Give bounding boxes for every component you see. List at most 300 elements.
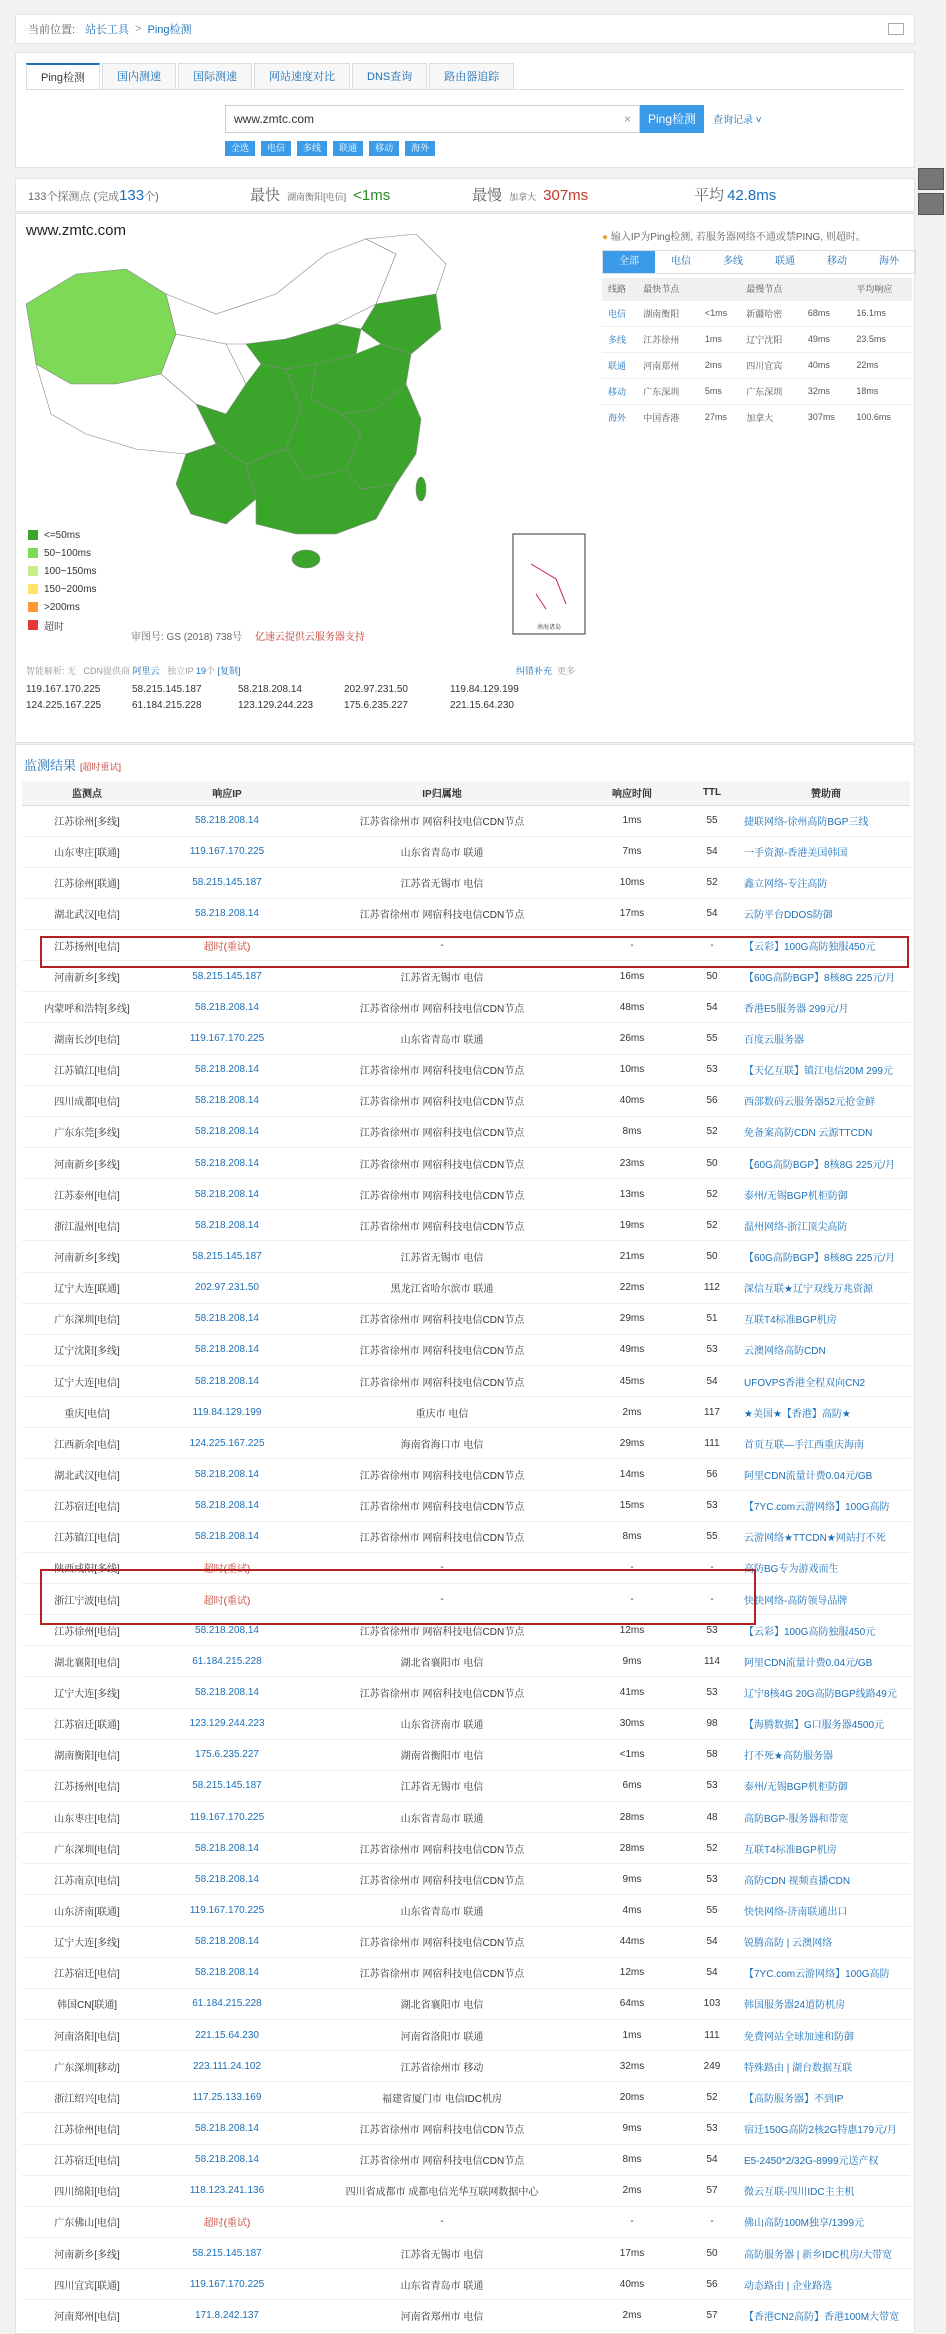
node-cell: 江苏徐州[多线] (22, 805, 152, 836)
carrier-cell: 湖南衡阳 (637, 300, 699, 326)
ip-cell[interactable]: 58.218.208.14 (152, 1148, 302, 1179)
sponsor-cell[interactable]: ★美国★【香港】高防★ (742, 1397, 910, 1428)
ttl-cell: 98 (682, 1708, 742, 1739)
table-row (22, 1179, 910, 1210)
search-panel (15, 52, 915, 168)
time-cell: 23ms (582, 1148, 682, 1179)
location-cell: - (302, 1552, 582, 1583)
legend-swatch (28, 530, 38, 540)
time-cell: 40ms (582, 2269, 682, 2300)
node-cell: 广东深圳[电信] (22, 1833, 152, 1864)
sponsor-cell[interactable]: 云游网络★TTCDN★网站打不死 (742, 1521, 910, 1552)
sponsor-cell[interactable]: 高防BGP-服务器和带宽 (742, 1802, 910, 1833)
node-cell: 辽宁大连[多线] (22, 1926, 152, 1957)
sponsor-cell[interactable]: 韩国服务器24道防机房 (742, 1988, 910, 2019)
sponsor-cell[interactable]: 高防CDN 视频直播CDN (742, 1864, 910, 1895)
time-cell: - (582, 930, 682, 961)
ip-cell[interactable]: 58.215.145.187 (152, 867, 302, 898)
sponsor-cell[interactable]: 百度云服务器 (742, 1023, 910, 1054)
breadcrumb-separator: > (135, 23, 142, 35)
sponsor-cell[interactable]: 泰州/无锡BGP机柜防御 (742, 1770, 910, 1801)
ip-cell[interactable]: 58.218.208.14 (152, 1085, 302, 1116)
node-cell: 河南新乡[多线] (22, 961, 152, 992)
ttl-cell: 249 (682, 2051, 742, 2082)
table-row (22, 1241, 910, 1272)
location-cell: 江苏省无锡市 电信 (302, 961, 582, 992)
ip-cell[interactable]: 超时(重试) (152, 1552, 302, 1583)
stat-slowest (472, 179, 588, 213)
sponsor-cell[interactable]: 【香港CN2高防】香港100M大带宽 (742, 2300, 910, 2331)
search-input[interactable] (225, 105, 640, 133)
stat-nodes (28, 179, 159, 213)
sponsor-cell[interactable]: 特殊路由 | 湖台数据互联 (742, 2051, 910, 2082)
filter-multiline[interactable]: 多线 (297, 141, 327, 156)
ip-cell[interactable]: 175.6.235.227 (152, 1739, 302, 1770)
completed-label: (完成 (93, 191, 120, 203)
sponsor-cell[interactable]: 高防服务器 | 新乡IDC机房/大带宽 (742, 2237, 910, 2268)
ip-cell[interactable]: 58.215.145.187 (152, 1770, 302, 1801)
table-row (22, 1833, 910, 1864)
map-approval: 审图号: GS (2018) 738号 (131, 632, 243, 643)
table-row (22, 1708, 910, 1739)
sponsor-cell[interactable]: 西部数码云服务器52元抢金鲜 (742, 1085, 910, 1116)
carrier-cell: 32ms (802, 378, 850, 404)
node-cell: 辽宁沈阳[多线] (22, 1334, 152, 1365)
ip-cell[interactable]: 58.218.208.14 (152, 1490, 302, 1521)
node-cell: 江西新余[电信] (22, 1428, 152, 1459)
filter-telecom[interactable]: 电信 (261, 141, 291, 156)
ip-cell[interactable]: 119.167.170.225 (152, 2269, 302, 2300)
carrier-row (602, 352, 912, 378)
location-cell: 江苏省徐州市 移动 (302, 2051, 582, 2082)
sponsor-cell[interactable]: 【高防服务器】不到IP (742, 2082, 910, 2113)
ip-cell[interactable]: 202.97.231.50 (152, 1272, 302, 1303)
filter-overseas[interactable]: 海外 (405, 141, 435, 156)
carrier-tip-text: 输入IP为Ping检测, 若服务器网络不通或禁PING, 则超时。 (610, 232, 866, 243)
ip-cell[interactable]: 58.218.208.14 (152, 1116, 302, 1147)
carrier-tab-unicom[interactable]: 联通 (775, 256, 795, 267)
location-cell: 江苏省徐州市 网宿科技电信CDN节点 (302, 1459, 582, 1490)
ip-item: 202.97.231.50 (344, 684, 408, 695)
location-cell: 山东省青岛市 联通 (302, 1895, 582, 1926)
inset-label: 南海诸岛 (536, 625, 562, 631)
table-row (22, 2206, 910, 2237)
time-cell: 16ms (582, 961, 682, 992)
table-row (22, 867, 910, 898)
sponsor-cell[interactable]: 阿里CDN流量计费0.04元/GB (742, 1646, 910, 1677)
location-cell: - (302, 1584, 582, 1615)
time-cell: 8ms (582, 1116, 682, 1147)
legend-label: 超时 (44, 621, 64, 633)
ip-item: 124.225.167.225 (26, 700, 102, 711)
ip-cell[interactable]: 58.218.208.14 (152, 1303, 302, 1334)
location-cell: 江苏省徐州市 网宿科技电信CDN节点 (302, 805, 582, 836)
breadcrumb-link-tools[interactable]: 站长工具 (85, 24, 130, 36)
ip-cell[interactable]: 61.184.215.228 (152, 1646, 302, 1677)
table-row (22, 1428, 910, 1459)
sponsor-cell[interactable]: 深信互联★辽宁双线万兆资源 (742, 1272, 910, 1303)
location-cell: 江苏省徐州市 网宿科技电信CDN节点 (302, 1054, 582, 1085)
more-link[interactable]: 更多 (557, 666, 576, 676)
tab-domestic-speed[interactable]: 国内测速 (102, 63, 176, 89)
ip-cell[interactable]: 61.184.215.228 (152, 1988, 302, 2019)
history-dropdown[interactable] (713, 111, 762, 126)
table-row (22, 2237, 910, 2268)
ip-cell[interactable]: 58.218.208.14 (152, 898, 302, 929)
time-cell: 28ms (582, 1802, 682, 1833)
ttl-cell: 53 (682, 1490, 742, 1521)
node-cell: 辽宁大连[多线] (22, 1677, 152, 1708)
sponsor-cell[interactable]: 温州网络-浙江顶尖高防 (742, 1210, 910, 1241)
ip-cell[interactable]: 58.218.208.14 (152, 805, 302, 836)
sponsor-cell[interactable]: 【60G高防BGP】8核8G 225元/月 (742, 1241, 910, 1272)
table-row (22, 1085, 910, 1116)
node-cell: 广东深圳[电信] (22, 1303, 152, 1334)
time-cell: 13ms (582, 1179, 682, 1210)
ip-cell[interactable]: 超时(重试) (152, 930, 302, 961)
node-cell: 江苏南京[电信] (22, 1864, 152, 1895)
location-cell: 江苏省徐州市 网宿科技电信CDN节点 (302, 1179, 582, 1210)
table-row (22, 805, 910, 836)
sponsor-cell[interactable]: UFOVPS香港全程双向CN2 (742, 1366, 910, 1397)
ip-cell[interactable]: 58.218.208.14 (152, 1521, 302, 1552)
sponsor-cell[interactable]: 泰州/无锡BGP机柜防御 (742, 1179, 910, 1210)
completed-suffix: 个) (144, 191, 159, 203)
results-table (22, 781, 910, 2331)
ttl-cell: 57 (682, 2300, 742, 2331)
tab-intl-speed[interactable]: 国际测速 (178, 63, 252, 89)
ip-cell[interactable]: 58.218.208.14 (152, 1957, 302, 1988)
copy-button[interactable]: [复制] (217, 666, 241, 676)
location-cell: 山东省济南市 联通 (302, 1708, 582, 1739)
ip-cell[interactable]: 58.218.208.14 (152, 1459, 302, 1490)
table-row (22, 1770, 910, 1801)
time-cell: 26ms (582, 1023, 682, 1054)
time-cell: 45ms (582, 1366, 682, 1397)
node-cell: 河南新乡[多线] (22, 1241, 152, 1272)
sponsor-cell[interactable]: 高防BG专为游戏而生 (742, 1552, 910, 1583)
settings-icon[interactable] (888, 23, 904, 35)
node-cell: 广东东莞[多线] (22, 1116, 152, 1147)
time-cell: 1ms (582, 805, 682, 836)
ttl-cell: 52 (682, 1116, 742, 1147)
time-cell: 40ms (582, 1085, 682, 1116)
stat-fastest (250, 179, 390, 213)
carrier-row (602, 300, 912, 326)
time-cell: 29ms (582, 1303, 682, 1334)
ip-cell[interactable]: 119.167.170.225 (152, 1802, 302, 1833)
cdn-provider: 阿里云 (132, 666, 160, 676)
table-row (22, 1334, 910, 1365)
sponsor-cell[interactable]: 宿迁150G高防2核2G特惠179元/月 (742, 2113, 910, 2144)
south-sea-inset (513, 534, 585, 634)
carrier-tab-mobile[interactable]: 移动 (827, 256, 847, 267)
time-cell: 32ms (582, 2051, 682, 2082)
results-header-cell: 监测点 (22, 781, 152, 805)
ip-cell[interactable]: 58.218.208.14 (152, 1833, 302, 1864)
legend-item (28, 616, 97, 634)
ip-cell[interactable]: 223.111.24.102 (152, 2051, 302, 2082)
sponsor-cell[interactable]: 云防平台DDOS防御 (742, 898, 910, 929)
location-cell: 江苏省徐州市 网宿科技电信CDN节点 (302, 992, 582, 1023)
ip-cell[interactable]: 119.84.129.199 (152, 1397, 302, 1428)
time-cell: 12ms (582, 1615, 682, 1646)
carrier-filters (225, 141, 441, 156)
node-cell: 江苏徐州[联通] (22, 867, 152, 898)
fastest-node: 湖南衡阳[电信] (287, 192, 347, 202)
highlight-box (40, 1569, 756, 1625)
carrier-cell: 100.6ms (850, 404, 912, 430)
node-cell: 四川成都[电信] (22, 1085, 152, 1116)
map-ad-link[interactable]: 亿速云提供云服务器支持 (254, 632, 365, 643)
ip-cell[interactable]: 171.8.242.137 (152, 2300, 302, 2331)
sponsor-cell[interactable]: E5-2450*2/32G-8999元送产权 (742, 2144, 910, 2175)
sponsor-cell[interactable]: 【7YC.com云游网络】100G高防 (742, 1957, 910, 1988)
table-row (22, 1988, 910, 2019)
ip-cell[interactable]: 58.218.208.14 (152, 1179, 302, 1210)
time-cell: 64ms (582, 1988, 682, 2019)
sponsor-cell[interactable]: 微云互联-四川IDC主主机 (742, 2175, 910, 2206)
region-taiwan (416, 477, 426, 501)
sponsor-cell[interactable]: 快快网络-高防领导品牌 (742, 1584, 910, 1615)
time-cell: 6ms (582, 1770, 682, 1801)
ip-cell[interactable]: 58.215.145.187 (152, 961, 302, 992)
node-cell: 湖南长沙[电信] (22, 1023, 152, 1054)
time-cell: - (582, 2206, 682, 2237)
node-cell: 湖北武汉[电信] (22, 1459, 152, 1490)
table-row (22, 1303, 910, 1334)
time-cell: 10ms (582, 1054, 682, 1085)
ip-cell[interactable]: 117.25.133.169 (152, 2082, 302, 2113)
carrier-cell: 广东深圳 (740, 378, 802, 404)
ip-cell[interactable]: 119.167.170.225 (152, 836, 302, 867)
ip-cell[interactable]: 123.129.244.223 (152, 1708, 302, 1739)
node-cell: 江苏扬州[电信] (22, 1770, 152, 1801)
carrier-cell: 40ms (802, 352, 850, 378)
ip-row (26, 684, 586, 700)
table-row (22, 1397, 910, 1428)
node-cell: 广东深圳[移动] (22, 2051, 152, 2082)
ip-count-unit: 个 (205, 666, 215, 676)
ip-cell[interactable]: 58.218.208.14 (152, 1366, 302, 1397)
feedback-link[interactable]: 纠错补充 (516, 666, 553, 676)
carrier-cell: 49ms (802, 326, 850, 352)
sponsor-cell[interactable]: 【60G高防BGP】8核8G 225元/月 (742, 1148, 910, 1179)
ip-cell[interactable]: 118.123.241.136 (152, 2175, 302, 2206)
clear-icon[interactable]: × (623, 112, 631, 126)
time-cell: 21ms (582, 1241, 682, 1272)
sponsor-cell[interactable]: 【60G高防BGP】8核8G 225元/月 (742, 961, 910, 992)
location-cell: - (302, 2206, 582, 2237)
sponsor-cell[interactable]: 免费网站全球加速和防御 (742, 2019, 910, 2050)
legend-item (28, 526, 97, 544)
time-cell: 22ms (582, 1272, 682, 1303)
sponsor-cell[interactable]: 打不死★高防服务器 (742, 1739, 910, 1770)
ttl-cell: 54 (682, 836, 742, 867)
time-cell: 48ms (582, 992, 682, 1023)
ip-cell[interactable]: 119.167.170.225 (152, 1895, 302, 1926)
filter-all[interactable]: 全选 (225, 141, 255, 156)
ip-cell[interactable]: 58.218.208.14 (152, 992, 302, 1023)
ip-cell[interactable]: 58.218.208.14 (152, 1677, 302, 1708)
node-cell: 江苏宿迁[电信] (22, 2144, 152, 2175)
sponsor-cell[interactable]: 鑫立网络-专注高防 (742, 867, 910, 898)
table-row (22, 2300, 910, 2331)
search-input-value: www.zmtc.com (234, 112, 315, 126)
tab-dns[interactable]: DNS查询 (352, 63, 427, 89)
ttl-cell: 51 (682, 1303, 742, 1334)
ip-cell[interactable]: 221.15.64.230 (152, 2019, 302, 2050)
node-cell: 韩国CN[联通] (22, 1988, 152, 2019)
ip-cell[interactable]: 58.218.208.14 (152, 2144, 302, 2175)
chat-icon[interactable] (918, 168, 944, 190)
time-cell: 1ms (582, 2019, 682, 2050)
sponsor-cell[interactable]: 云澳网络高防CDN (742, 1334, 910, 1365)
ip-cell[interactable]: 58.218.208.14 (152, 1615, 302, 1646)
table-row (22, 1739, 910, 1770)
qrcode-icon[interactable] (918, 193, 944, 215)
ip-cell[interactable]: 58.215.145.187 (152, 1241, 302, 1272)
results-header-cell: TTL (682, 781, 742, 805)
carrier-cell: 江苏徐州 (637, 326, 699, 352)
sponsor-cell[interactable]: 佛山高防100M独享/1399元 (742, 2206, 910, 2237)
carrier-table (602, 278, 912, 430)
ip-cell[interactable]: 58.218.208.14 (152, 1210, 302, 1241)
ip-cell[interactable]: 124.225.167.225 (152, 1428, 302, 1459)
node-cell: 江苏扬州[电信] (22, 930, 152, 961)
sponsor-cell[interactable]: 【云彩】100G高防独服450元 (742, 930, 910, 961)
ttl-cell: 112 (682, 1272, 742, 1303)
filter-unicom[interactable]: 联通 (333, 141, 363, 156)
ttl-cell: 54 (682, 1366, 742, 1397)
carrier-cell: 68ms (802, 300, 850, 326)
sponsor-cell[interactable]: 香港E5服务器 299元/月 (742, 992, 910, 1023)
sponsor-cell[interactable]: 一手资源-香港美国韩国 (742, 836, 910, 867)
legend-label: 50~100ms (44, 547, 91, 559)
ip-list (26, 684, 586, 716)
slowest-node: 加拿大 (509, 192, 537, 202)
ip-item: 221.15.64.230 (450, 700, 514, 711)
carrier-tab-overseas[interactable]: 海外 (879, 256, 899, 267)
carrier-header-cell: 最慢节点 (740, 278, 802, 300)
ip-cell[interactable]: 超时(重试) (152, 1584, 302, 1615)
fastest-label: 最快 (250, 187, 281, 204)
table-row (22, 836, 910, 867)
table-row (22, 1459, 910, 1490)
ip-cell[interactable]: 58.218.208.14 (152, 1054, 302, 1085)
carrier-cell: 辽宁沈阳 (740, 326, 802, 352)
time-cell: 2ms (582, 1397, 682, 1428)
carrier-cell: 移动 (602, 378, 637, 404)
ip-cell[interactable]: 58.218.208.14 (152, 2113, 302, 2144)
table-row (22, 1490, 910, 1521)
location-cell: 江苏省徐州市 网宿科技电信CDN节点 (302, 1334, 582, 1365)
node-cell: 重庆[电信] (22, 1397, 152, 1428)
carrier-row (602, 404, 912, 430)
carrier-cell: 16.1ms (850, 300, 912, 326)
sponsor-cell[interactable]: 辽宁8核4G 20G高防BGP线路49元 (742, 1677, 910, 1708)
ip-item: 61.184.215.228 (132, 700, 202, 711)
time-cell: 9ms (582, 2113, 682, 2144)
tab-speed-compare[interactable]: 网站速度对比 (254, 63, 350, 89)
ip-cell[interactable]: 58.215.145.187 (152, 2237, 302, 2268)
filter-mobile[interactable]: 移动 (369, 141, 399, 156)
ip-cell[interactable]: 58.218.208.14 (152, 1334, 302, 1365)
table-row (22, 1023, 910, 1054)
time-cell: 19ms (582, 1210, 682, 1241)
sponsor-cell[interactable]: 【海腾数据】G口服务器4500元 (742, 1708, 910, 1739)
table-row (22, 1957, 910, 1988)
node-cell: 辽宁大连[联通] (22, 1272, 152, 1303)
node-cell: 湖北武汉[电信] (22, 898, 152, 929)
ttl-cell: - (682, 1552, 742, 1583)
table-row (22, 898, 910, 929)
ping-button[interactable]: Ping检测 (640, 105, 704, 133)
ttl-cell: 117 (682, 1397, 742, 1428)
sponsor-cell[interactable]: 【云彩】100G高防独服450元 (742, 1615, 910, 1646)
legend-item (28, 598, 97, 616)
carrier-tab-multiline[interactable]: 多线 (723, 256, 743, 267)
ip-item: 123.129.244.223 (238, 700, 314, 711)
ttl-cell: 53 (682, 2113, 742, 2144)
sponsor-cell[interactable]: 锐腾高防 | 云澳网络 (742, 1926, 910, 1957)
sponsor-cell[interactable]: 阿里CDN流量计费0.04元/GB (742, 1459, 910, 1490)
ttl-cell: 54 (682, 898, 742, 929)
sponsor-cell[interactable]: 【天亿互联】镇江电信20M 299元 (742, 1054, 910, 1085)
table-row (22, 2051, 910, 2082)
node-cell: 河南新乡[多线] (22, 1148, 152, 1179)
ip-cell[interactable]: 超时(重试) (152, 2206, 302, 2237)
tab-ping[interactable]: Ping检测 (26, 63, 100, 89)
time-cell: 10ms (582, 867, 682, 898)
ttl-cell: 52 (682, 1179, 742, 1210)
breadcrumb-link-ping[interactable]: Ping检测 (147, 24, 192, 36)
sponsor-cell[interactable]: 捷联网络-徐州高防BGP三线 (742, 805, 910, 836)
location-cell: 黑龙江省哈尔滨市 联通 (302, 1272, 582, 1303)
tab-traceroute[interactable]: 路由器追踪 (429, 63, 514, 89)
time-cell: 41ms (582, 1677, 682, 1708)
location-cell: 江苏省徐州市 网宿科技电信CDN节点 (302, 1864, 582, 1895)
sponsor-cell[interactable]: 快快网络-济南联通出口 (742, 1895, 910, 1926)
legend-swatch (28, 602, 38, 612)
sponsor-cell[interactable]: 互联T4标准BGP机房 (742, 1833, 910, 1864)
sponsor-cell[interactable]: 首页互联—手江西重庆海南 (742, 1428, 910, 1459)
carrier-tab-all[interactable]: 全部 (603, 251, 655, 273)
carrier-tab-telecom[interactable]: 电信 (671, 256, 691, 267)
ip-cell[interactable]: 58.218.208.14 (152, 1926, 302, 1957)
ttl-cell: 52 (682, 2082, 742, 2113)
sponsor-cell[interactable]: 动态路由 | 企业路选 (742, 2269, 910, 2300)
location-cell: 江苏省徐州市 网宿科技电信CDN节点 (302, 1926, 582, 1957)
sponsor-cell[interactable]: 免备案高防CDN 云源TTCDN (742, 1116, 910, 1147)
time-cell: 4ms (582, 1895, 682, 1926)
time-cell: 17ms (582, 898, 682, 929)
carrier-cell: 四川宜宾 (740, 352, 802, 378)
retry-timeout-button[interactable]: [超时重试] (80, 762, 122, 772)
legend-swatch (28, 566, 38, 576)
carrier-cell: 22ms (850, 352, 912, 378)
ip-item: 58.218.208.14 (238, 684, 302, 695)
sponsor-cell[interactable]: 互联T4标准BGP机房 (742, 1303, 910, 1334)
ip-cell[interactable]: 58.218.208.14 (152, 1864, 302, 1895)
table-row (22, 1677, 910, 1708)
ttl-cell: 52 (682, 1833, 742, 1864)
ip-cell[interactable]: 119.167.170.225 (152, 1023, 302, 1054)
time-cell: 28ms (582, 1833, 682, 1864)
node-cell: 河南郑州[电信] (22, 2300, 152, 2331)
sponsor-cell[interactable]: 【7YC.com云游网络】100G高防 (742, 1490, 910, 1521)
node-cell: 山东济南[联通] (22, 1895, 152, 1926)
